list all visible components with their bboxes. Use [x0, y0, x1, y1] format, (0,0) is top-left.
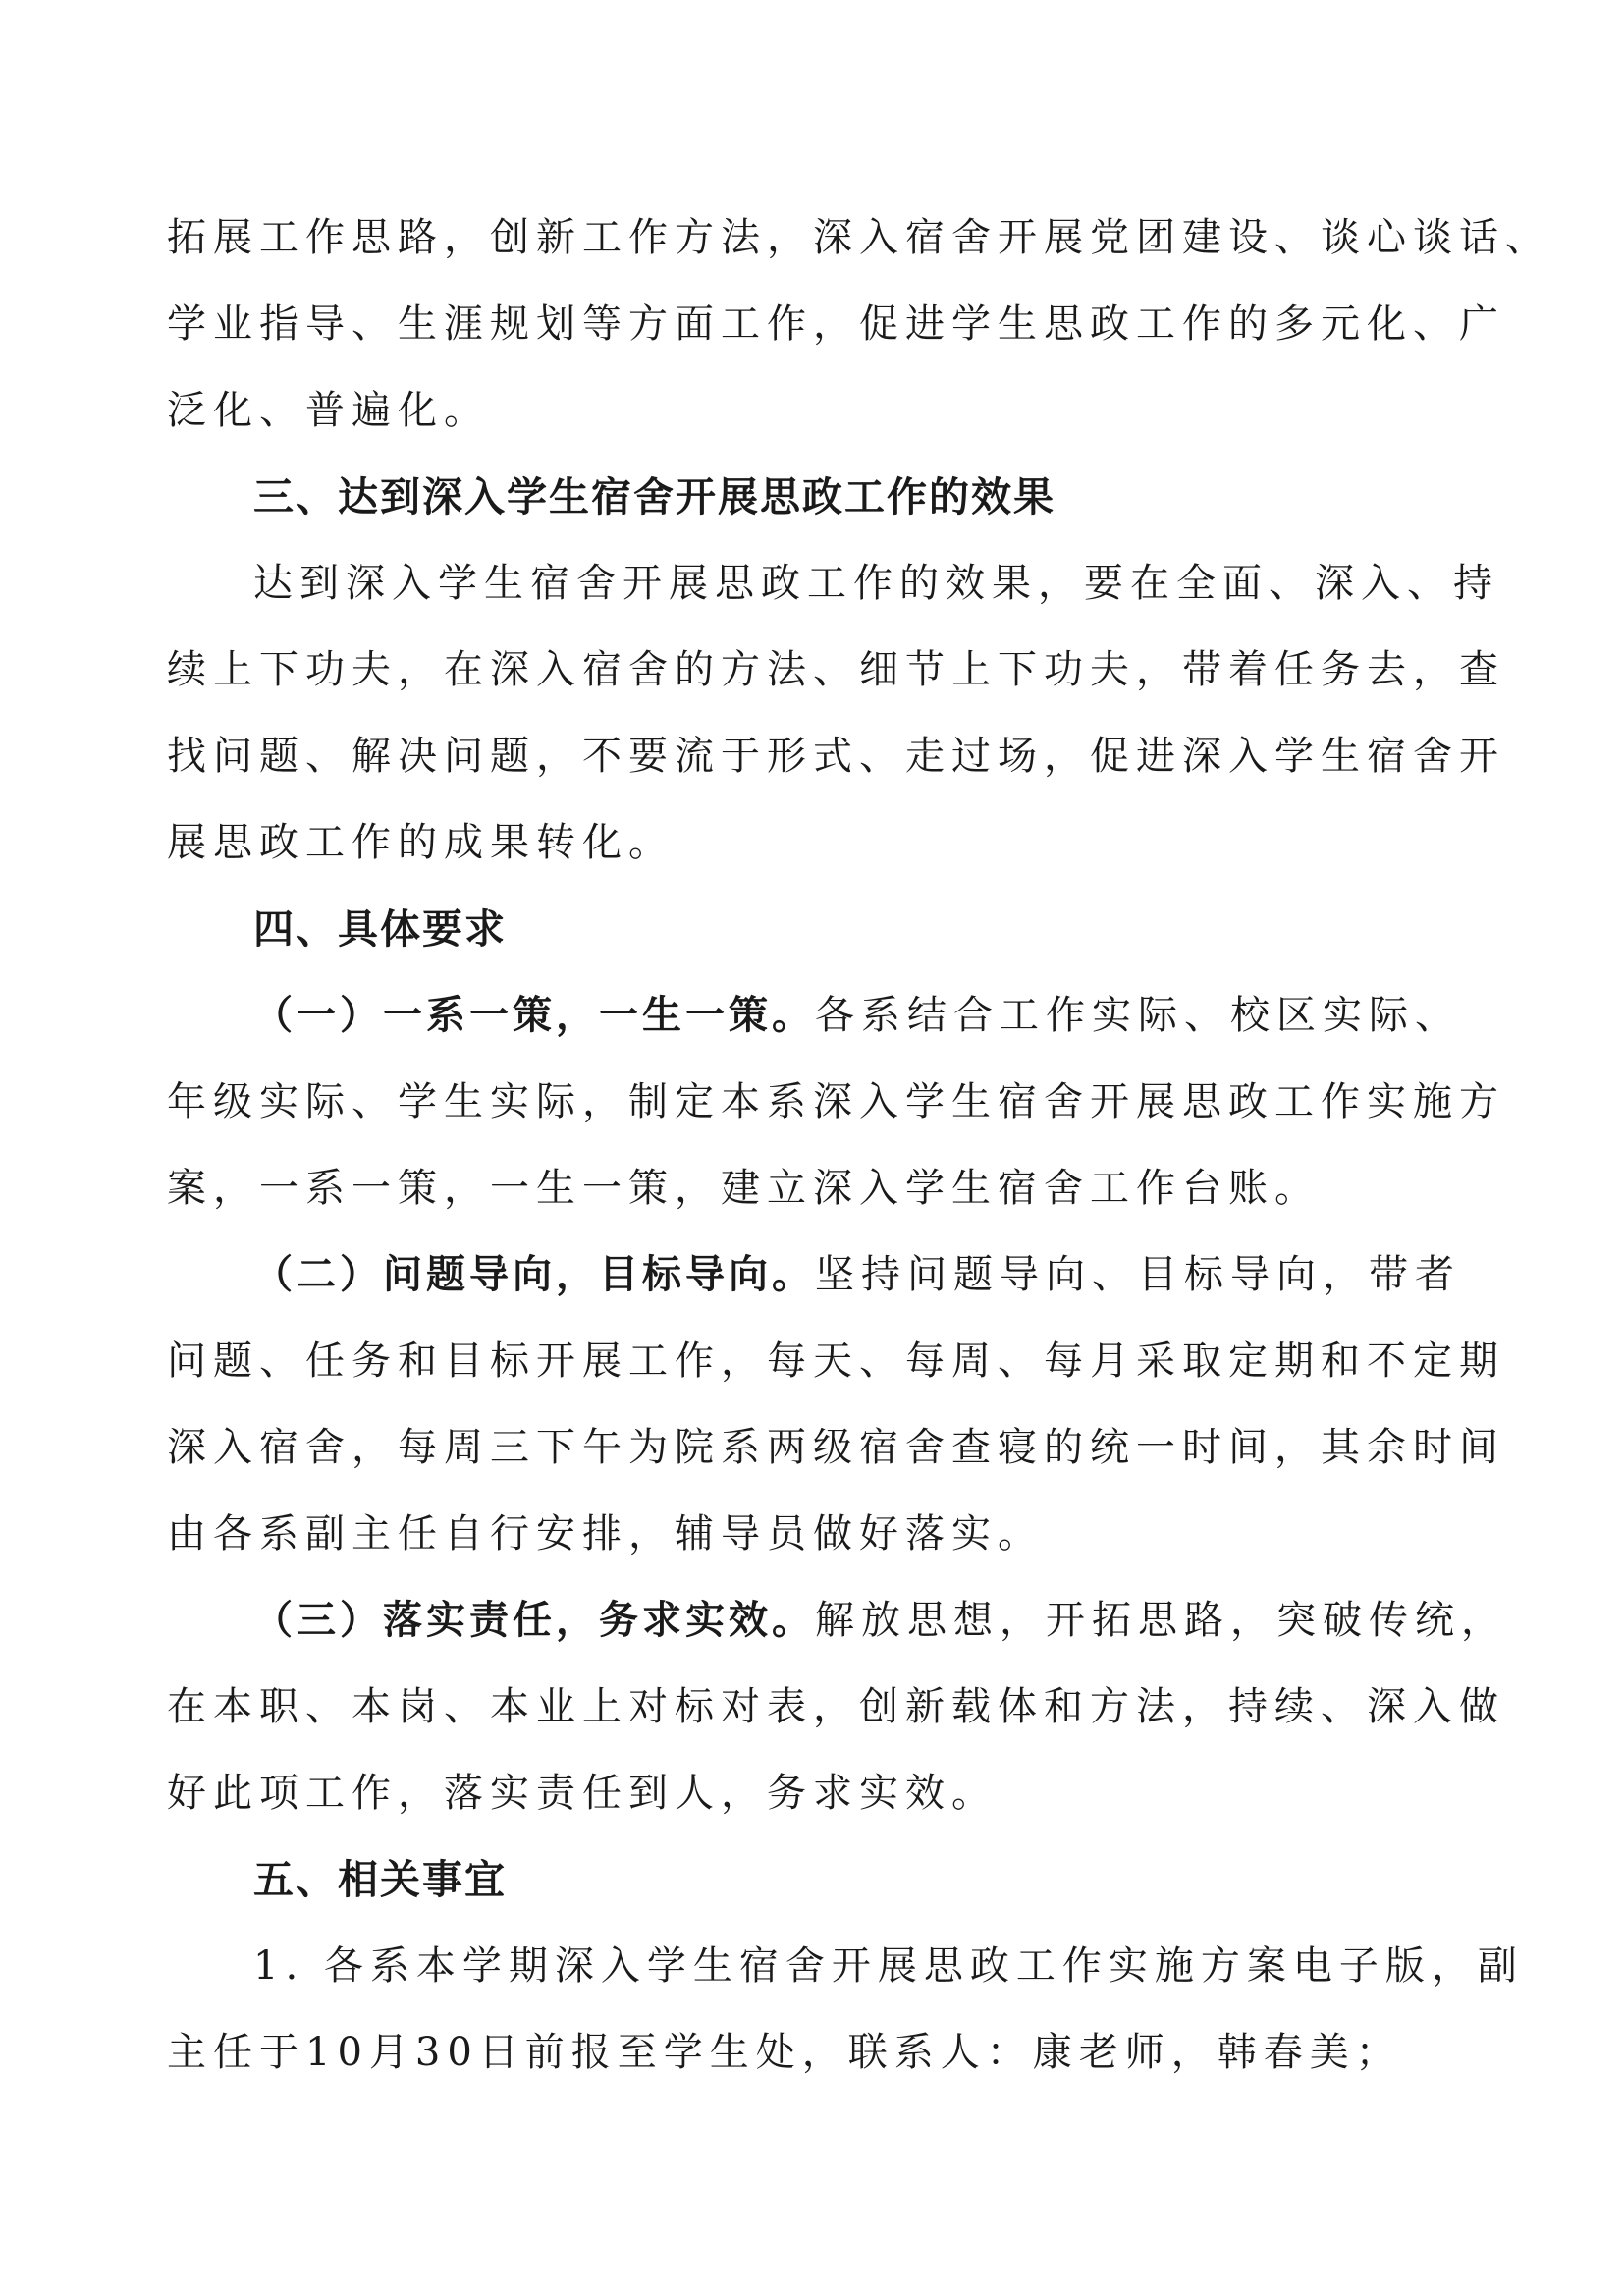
paragraph-line: 1. 各系本学期深入学生宿舍开展思政工作实施方案电子版，副 — [253, 1943, 1524, 1989]
paragraph-line: 在本职、本岗、本业上对标对表，创新载体和方法，持续、深入做 — [167, 1684, 1505, 1729]
requirement-title: （三）落实责任，务求实效。 — [253, 1598, 815, 1643]
paragraph-line: 学业指导、生涯规划等方面工作，促进学生思政工作的多元化、广 — [167, 301, 1505, 347]
paragraph-line: 问题、任务和目标开展工作，每天、每周、每月采取定期和不定期 — [167, 1339, 1505, 1384]
paragraph-line: 案，一系一策，一生一策，建立深入学生宿舍工作台账。 — [167, 1166, 1321, 1211]
paragraph-line: 好此项工作，落实责任到人，务求实效。 — [167, 1771, 998, 1816]
requirement-text: 解放思想，开拓思路，突破传统， — [815, 1598, 1507, 1643]
requirement-text: 各系结合工作实际、校区实际、 — [815, 993, 1461, 1038]
section-heading-5: 五、相关事宜 — [253, 1856, 507, 1903]
document-body — [167, 194, 1551, 2096]
paragraph-line: 由各系副主任自行安排，辅导员做好落实。 — [167, 1511, 1044, 1557]
paragraph-line: 主任于10月30日前报至学生处，联系人：康老师，韩春美； — [167, 2030, 1402, 2075]
paragraph-line: 泛化、普遍化。 — [167, 388, 490, 433]
section-heading-3: 三、达到深入学生宿舍开展思政工作的效果 — [253, 473, 1056, 520]
requirement-text: 坚持问题导向、目标导向，带者 — [815, 1252, 1461, 1297]
paragraph-line: 展思政工作的成果转化。 — [167, 820, 675, 865]
requirement-item-3 — [167, 1577, 1507, 1664]
paragraph-line: 深入宿舍，每周三下午为院系两级宿舍查寝的统一时间，其余时间 — [167, 1425, 1505, 1470]
paragraph-line: 年级实际、学生实际，制定本系深入学生宿舍开展思政工作实施方 — [167, 1079, 1505, 1124]
section-heading-4: 四、具体要求 — [253, 905, 507, 953]
paragraph-line: 续上下功夫，在深入宿舍的方法、细节上下功夫，带着任务去，查 — [167, 647, 1505, 692]
paragraph-line: 达到深入学生宿舍开展思政工作的效果，要在全面、深入、持 — [253, 561, 1499, 606]
requirement-title: （二）问题导向，目标导向。 — [253, 1252, 815, 1297]
requirement-item-2 — [167, 1231, 1461, 1318]
requirement-item-1 — [167, 972, 1461, 1059]
requirement-title: （一）一系一策，一生一策。 — [253, 993, 815, 1038]
paragraph-line: 找问题、解决问题，不要流于形式、走过场，促进深入学生宿舍开 — [167, 734, 1505, 779]
paragraph-line: 拓展工作思路，创新工作方法，深入宿舍开展党团建设、谈心谈话、 — [167, 215, 1551, 260]
